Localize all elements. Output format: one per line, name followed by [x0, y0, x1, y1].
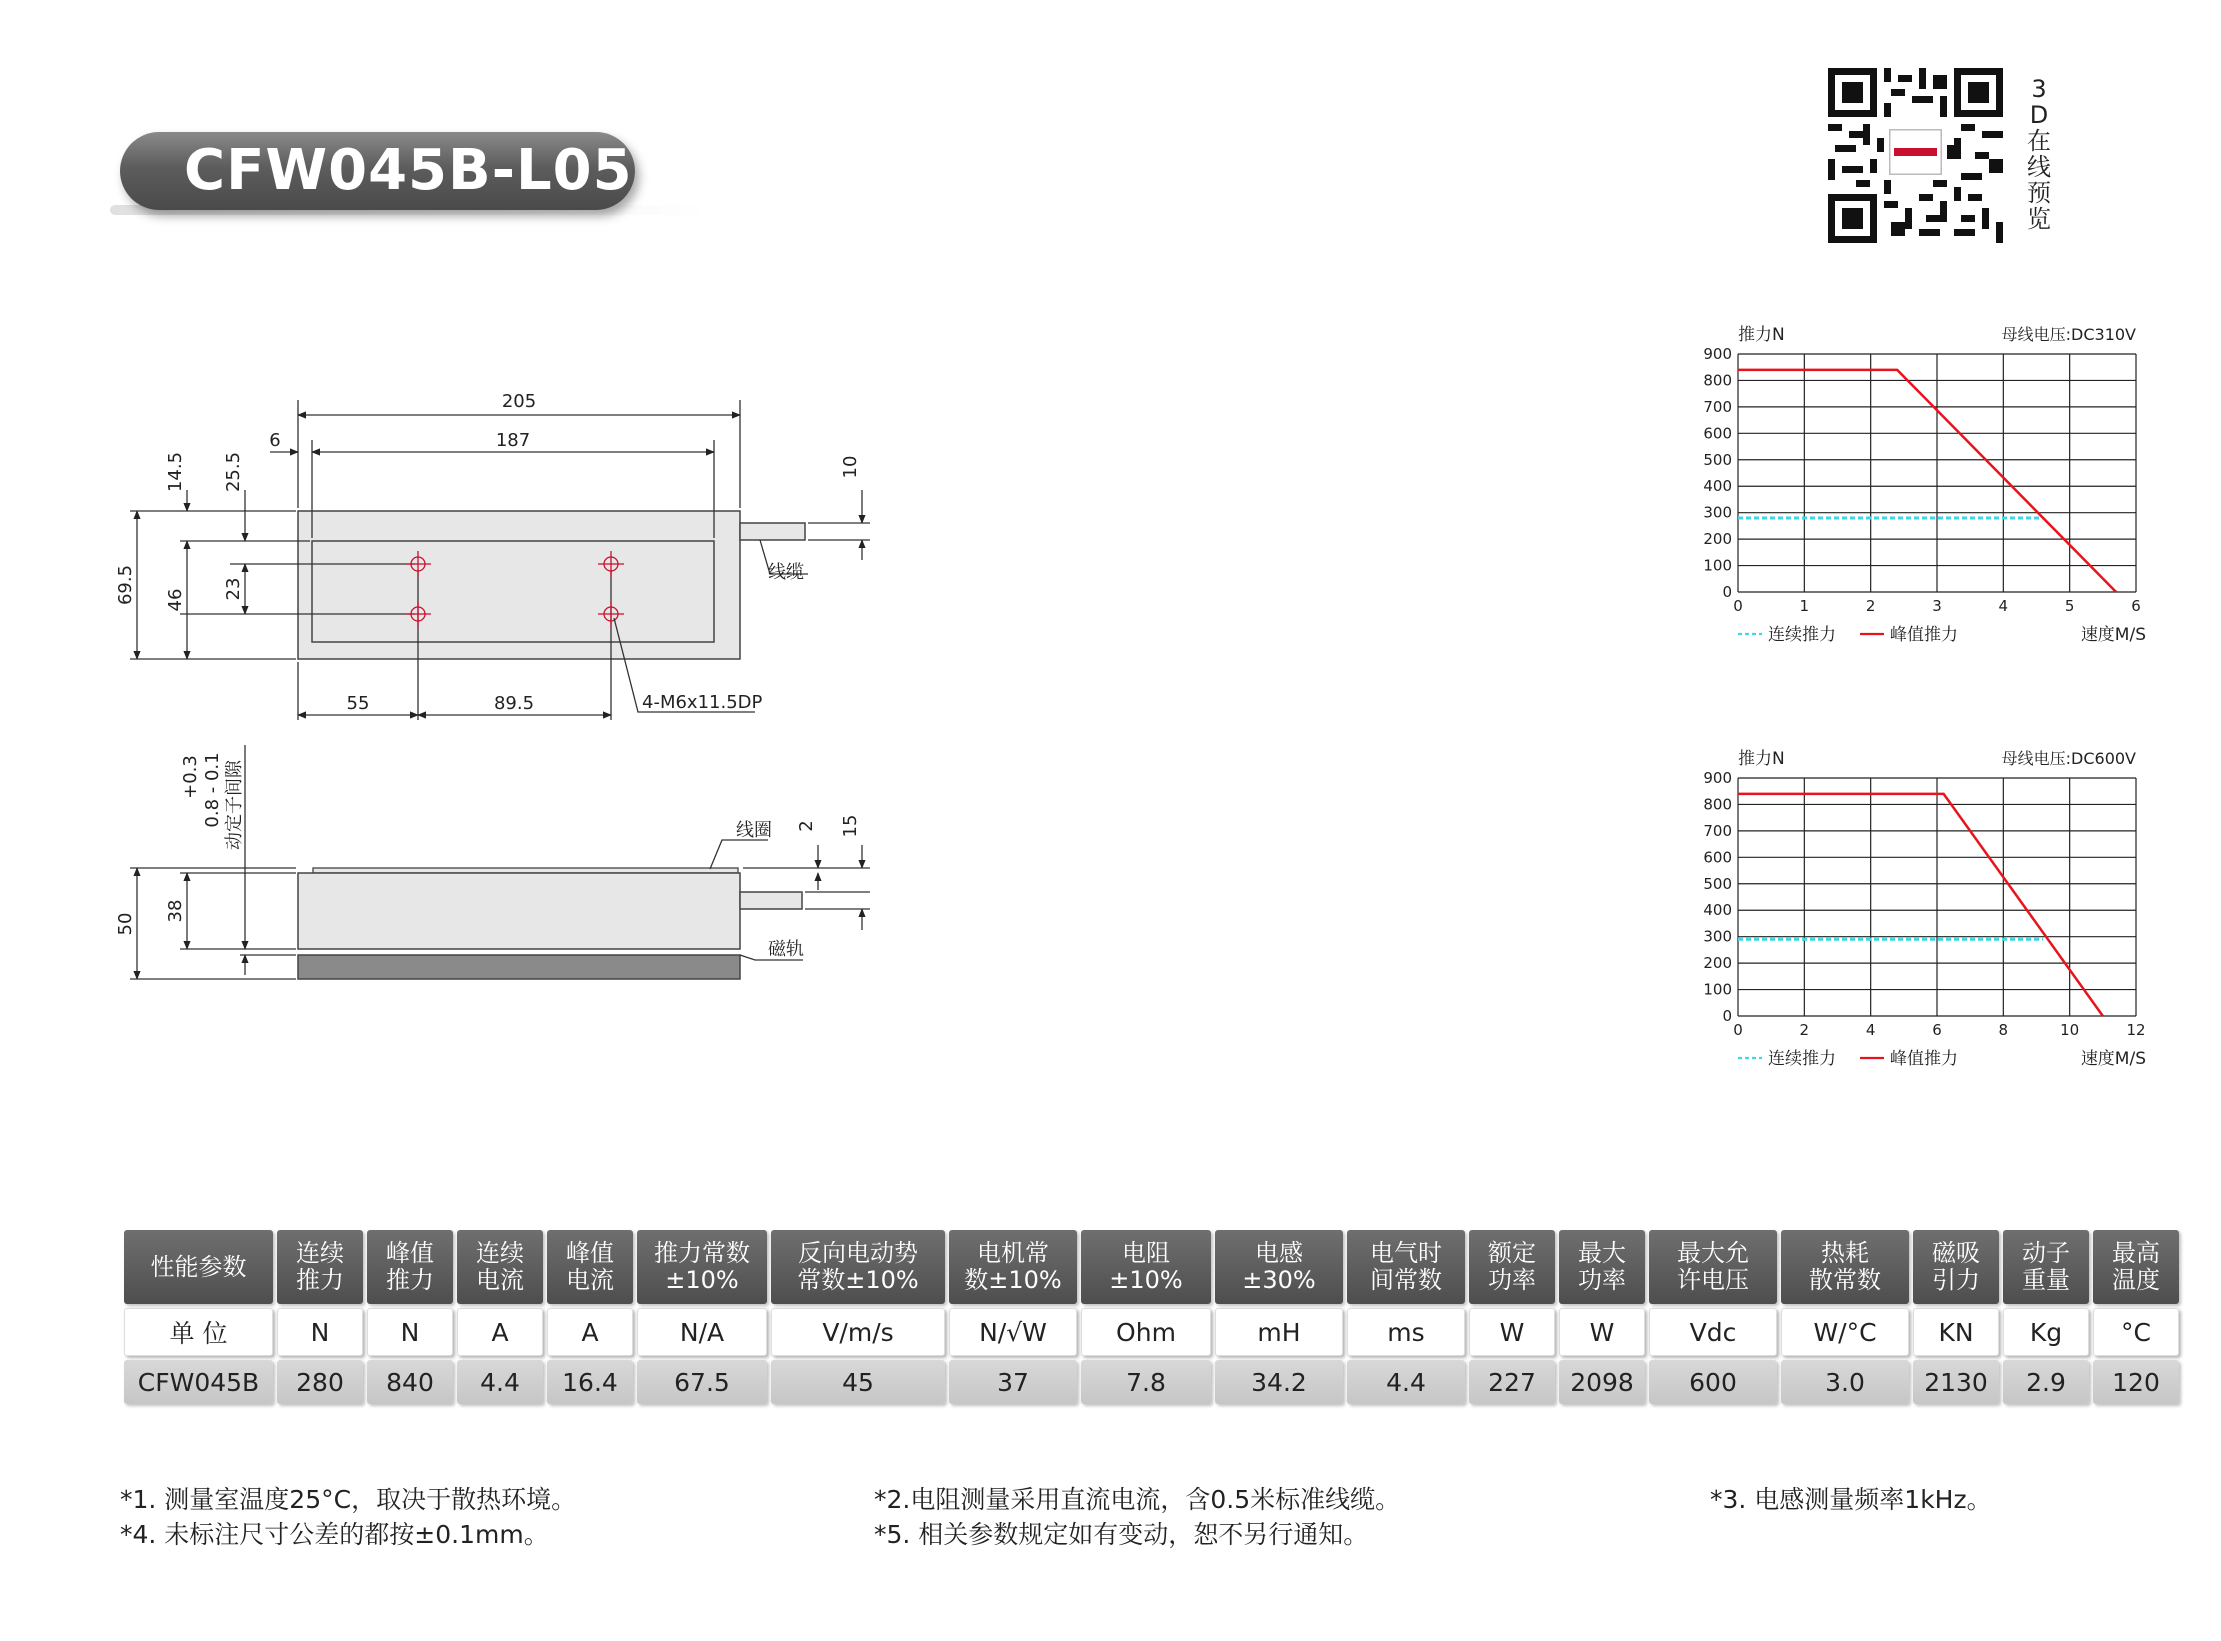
- unit-cell: Kg: [2003, 1308, 2089, 1356]
- legend-label: 峰值推力: [1890, 1049, 1958, 1069]
- legend-label: 连续推力: [1768, 1049, 1836, 1069]
- table-unit-row: [124, 1308, 2179, 1356]
- dim-50: 50: [115, 912, 136, 936]
- y-tick-label: 500: [1703, 874, 1732, 893]
- y-axis-label: 推力N: [1738, 749, 1785, 769]
- header-line: 温度: [2112, 1266, 2160, 1294]
- header-line: 间常数: [1370, 1266, 1442, 1294]
- x-tick-label: 2: [1799, 1021, 1810, 1039]
- header-cell: [1215, 1230, 1343, 1304]
- header-line: 数±10%: [964, 1266, 1062, 1294]
- note-3: *3. 电感测量频率1kHz。: [1710, 1485, 1992, 1514]
- note-4: *4. 未标注尺寸公差的都按±0.1mm。: [120, 1520, 549, 1549]
- spec-table: [120, 1226, 2183, 1408]
- dim-38: 38: [165, 899, 186, 923]
- unit-cell: N/√W: [949, 1308, 1077, 1356]
- y-tick-label: 700: [1703, 397, 1732, 416]
- dim-14-5: 14.5: [165, 451, 186, 493]
- y-tick-label: 600: [1703, 424, 1732, 443]
- x-tick-label: 10: [2060, 1021, 2080, 1039]
- header-line: 电气时: [1370, 1239, 1442, 1267]
- value-cell: 34.2: [1215, 1360, 1343, 1404]
- table-value-row: [124, 1360, 2179, 1404]
- header-cell: [1913, 1230, 1999, 1304]
- header-cell: [949, 1230, 1077, 1304]
- header-line: 引力: [1932, 1266, 1980, 1294]
- value-cell: 7.8: [1081, 1360, 1211, 1404]
- value-cell: 67.5: [637, 1360, 767, 1404]
- x-tick-label: 12: [2126, 1021, 2146, 1039]
- header-line: 电感: [1255, 1239, 1303, 1267]
- x-tick-label: 6: [1932, 1021, 1942, 1039]
- page-title: CFW045B-L05: [184, 138, 633, 203]
- value-cell: 840: [367, 1360, 453, 1404]
- header-line: 电流: [566, 1266, 614, 1294]
- header-line: 功率: [1578, 1266, 1626, 1294]
- gap-tol-minus: 0.8 - 0.1: [202, 752, 223, 828]
- unit-cell: A: [457, 1308, 543, 1356]
- unit-cell: A: [547, 1308, 633, 1356]
- header-line: 电机常: [977, 1239, 1049, 1267]
- header-line: 峰值: [386, 1239, 434, 1267]
- technical-drawing: [0, 0, 950, 1020]
- dim-69-5: 69.5: [115, 564, 136, 606]
- header-line: 连续: [296, 1239, 344, 1267]
- header-line: 动子: [2022, 1239, 2070, 1267]
- header-cell: [1781, 1230, 1909, 1304]
- y-tick-label: 0: [1722, 1007, 1732, 1025]
- unit-cell: ms: [1347, 1308, 1465, 1356]
- unit-cell: 单 位: [124, 1308, 273, 1356]
- x-tick-label: 0: [1733, 597, 1743, 615]
- header-line: 反向电动势: [798, 1239, 918, 1267]
- header-cell: [1347, 1230, 1465, 1304]
- gap-label: 动定子间隙: [224, 760, 245, 850]
- thrust-speed-chart-dc600v: [1700, 742, 2160, 1072]
- header-line: ±10%: [1109, 1266, 1183, 1294]
- value-cell: CFW045B: [124, 1360, 273, 1404]
- value-cell: 4.4: [457, 1360, 543, 1404]
- dim-23: 23: [223, 577, 244, 601]
- header-cell: [637, 1230, 767, 1304]
- dim-2: 2: [796, 820, 817, 832]
- header-line: 重量: [2022, 1266, 2070, 1294]
- header-line: 磁吸: [1932, 1239, 1980, 1267]
- header-line: 许电压: [1677, 1266, 1749, 1294]
- series-line-1: [1738, 370, 2116, 592]
- header-line: 推力常数: [654, 1239, 750, 1267]
- y-tick-label: 0: [1722, 583, 1732, 601]
- dim-55: 55: [346, 693, 370, 714]
- value-cell: 2130: [1913, 1360, 1999, 1404]
- unit-cell: KN: [1913, 1308, 1999, 1356]
- header-line: 功率: [1488, 1266, 1536, 1294]
- unit-cell: W: [1559, 1308, 1645, 1356]
- x-tick-label: 5: [2064, 597, 2075, 615]
- dim-187: 187: [495, 430, 531, 451]
- x-tick-label: 6: [2131, 597, 2141, 615]
- y-tick-label: 800: [1703, 795, 1732, 814]
- dim-15: 15: [840, 814, 861, 838]
- header-line: 连续: [476, 1239, 524, 1267]
- table-header-row: [124, 1230, 2179, 1304]
- value-cell: 120: [2093, 1360, 2179, 1404]
- value-cell: 227: [1469, 1360, 1555, 1404]
- cable-label: 线缆: [768, 562, 804, 583]
- y-tick-label: 200: [1703, 530, 1732, 549]
- header-line: 峰值: [566, 1239, 614, 1267]
- header-line: ±10%: [665, 1266, 739, 1294]
- header-line: 热耗: [1821, 1239, 1869, 1267]
- dim-205: 205: [501, 391, 537, 412]
- header-line: 推力: [386, 1266, 434, 1294]
- header-line: 散常数: [1809, 1266, 1881, 1294]
- y-tick-label: 100: [1703, 980, 1732, 999]
- y-tick-label: 500: [1703, 450, 1732, 469]
- thrust-speed-chart-dc310v: [1700, 318, 2160, 648]
- unit-cell: mH: [1215, 1308, 1343, 1356]
- hole-spec: 4-M6x11.5DP: [642, 692, 763, 713]
- qr-code-icon[interactable]: [1828, 68, 2003, 243]
- header-cell: [1559, 1230, 1645, 1304]
- y-tick-label: 900: [1703, 345, 1732, 363]
- x-tick-label: 3: [1932, 597, 1942, 615]
- value-cell: 45: [771, 1360, 945, 1404]
- y-tick-label: 300: [1703, 927, 1732, 946]
- note-1: *1. 测量室温度25°C，取决于散热环境。: [120, 1485, 577, 1514]
- x-axis-label: 速度M/S: [2080, 1049, 2146, 1069]
- header-cell: [367, 1230, 453, 1304]
- header-cell: [457, 1230, 543, 1304]
- y-tick-label: 900: [1703, 769, 1732, 787]
- header-cell: [1081, 1230, 1211, 1304]
- unit-cell: V/m/s: [771, 1308, 945, 1356]
- unit-cell: N: [277, 1308, 363, 1356]
- header-cell: [2093, 1230, 2179, 1304]
- y-tick-label: 300: [1703, 503, 1732, 522]
- value-cell: 2.9: [2003, 1360, 2089, 1404]
- header-cell: [277, 1230, 363, 1304]
- series-line-1: [1738, 794, 2103, 1016]
- header-cell: [771, 1230, 945, 1304]
- x-tick-label: 8: [1998, 1021, 2009, 1039]
- x-tick-label: 1: [1799, 597, 1810, 615]
- value-cell: 600: [1649, 1360, 1777, 1404]
- header-cell: [1469, 1230, 1555, 1304]
- header-line: 推力: [296, 1266, 344, 1294]
- qr-label: 3 D 在 线 预 览: [2027, 75, 2051, 233]
- header-line: 最高: [2112, 1239, 2160, 1267]
- dim-46: 46: [165, 588, 186, 612]
- y-tick-label: 800: [1703, 371, 1732, 390]
- header-line: 电阻: [1122, 1239, 1170, 1267]
- bus-voltage-note: 母线电压:DC310V: [2001, 325, 2136, 344]
- y-tick-label: 200: [1703, 954, 1732, 973]
- value-cell: 4.4: [1347, 1360, 1465, 1404]
- legend-label: 连续推力: [1768, 625, 1836, 645]
- header-line: 性能参数: [150, 1252, 247, 1281]
- header-cell: [1649, 1230, 1777, 1304]
- header-cell: [547, 1230, 633, 1304]
- legend-label: 峰值推力: [1890, 625, 1958, 645]
- dim-25-5: 25.5: [223, 451, 244, 493]
- unit-cell: N/A: [637, 1308, 767, 1356]
- header-cell: [2003, 1230, 2089, 1304]
- coil-label: 线圈: [736, 820, 772, 841]
- unit-cell: °C: [2093, 1308, 2179, 1356]
- gap-tol-plus: +0.3: [180, 755, 201, 799]
- y-tick-label: 400: [1703, 477, 1732, 496]
- note-2: *2.电阻测量采用直流电流，含0.5米标准线缆。: [874, 1485, 1401, 1514]
- unit-cell: Vdc: [1649, 1308, 1777, 1356]
- unit-cell: N: [367, 1308, 453, 1356]
- header-cell: [124, 1230, 273, 1304]
- y-tick-label: 700: [1703, 821, 1732, 840]
- y-tick-label: 600: [1703, 848, 1732, 867]
- dim-6: 6: [269, 430, 281, 451]
- header-line: 额定: [1488, 1239, 1536, 1267]
- y-tick-label: 100: [1703, 556, 1732, 575]
- header-line: 常数±10%: [797, 1266, 919, 1294]
- y-tick-label: 400: [1703, 901, 1732, 920]
- value-cell: 16.4: [547, 1360, 633, 1404]
- unit-cell: Ohm: [1081, 1308, 1211, 1356]
- value-cell: 2098: [1559, 1360, 1645, 1404]
- x-tick-label: 2: [1865, 597, 1876, 615]
- x-tick-label: 4: [1998, 597, 2009, 615]
- value-cell: 37: [949, 1360, 1077, 1404]
- x-tick-label: 0: [1733, 1021, 1743, 1039]
- x-axis-label: 速度M/S: [2080, 625, 2146, 645]
- y-axis-label: 推力N: [1738, 325, 1785, 345]
- header-line: 最大: [1578, 1239, 1626, 1267]
- dim-89-5: 89.5: [493, 693, 535, 714]
- x-tick-label: 4: [1865, 1021, 1876, 1039]
- header-line: ±30%: [1242, 1266, 1316, 1294]
- header-line: 电流: [476, 1266, 524, 1294]
- dim-10: 10: [840, 455, 861, 479]
- unit-cell: W/°C: [1781, 1308, 1909, 1356]
- rail-label: 磁轨: [768, 939, 804, 960]
- bus-voltage-note: 母线电压:DC600V: [2001, 749, 2136, 768]
- value-cell: 3.0: [1781, 1360, 1909, 1404]
- value-cell: 280: [277, 1360, 363, 1404]
- note-5: *5. 相关参数规定如有变动，恕不另行通知。: [874, 1520, 1369, 1549]
- unit-cell: W: [1469, 1308, 1555, 1356]
- header-line: 最大允: [1677, 1239, 1749, 1267]
